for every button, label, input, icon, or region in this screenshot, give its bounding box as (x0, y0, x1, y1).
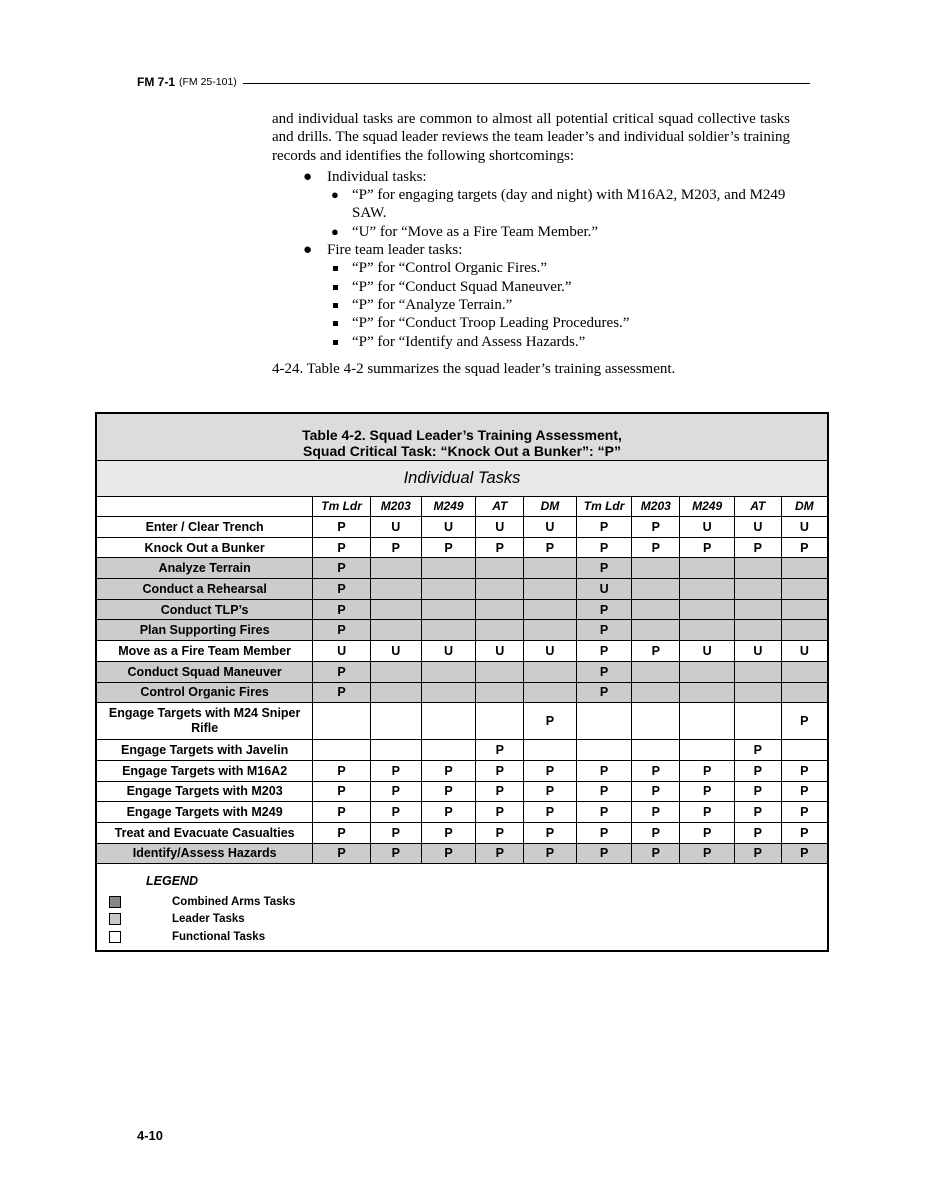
column-header: DM (781, 496, 827, 517)
rating-cell (632, 620, 680, 641)
rating-cell (370, 558, 421, 579)
rating-cell: P (734, 781, 781, 802)
rating-cell: P (313, 802, 371, 823)
rating-cell (781, 740, 827, 761)
rating-cell: P (576, 822, 632, 843)
rating-cell (476, 661, 524, 682)
rating-cell (680, 620, 735, 641)
rating-cell (370, 661, 421, 682)
rating-cell (734, 682, 781, 703)
rating-cell: P (576, 517, 632, 538)
rating-cell: U (313, 641, 371, 662)
list-item-text: “P” for “Analyze Terrain.” (352, 296, 513, 313)
rating-cell: P (313, 517, 371, 538)
list-item (325, 186, 790, 223)
rating-cell (524, 740, 577, 761)
page-number: 4-10 (137, 1128, 164, 1143)
rating-cell (524, 558, 577, 579)
rating-cell (421, 740, 476, 761)
rating-cell: P (576, 620, 632, 641)
manual-number: FM 7-1 (137, 75, 176, 89)
rating-cell (734, 703, 781, 740)
table-row (97, 740, 827, 761)
rating-cell (781, 579, 827, 600)
table-row (97, 641, 827, 662)
rating-cell: U (734, 641, 781, 662)
rating-cell (524, 620, 577, 641)
task-name-cell: Move as a Fire Team Member (97, 641, 313, 662)
rating-cell: P (632, 843, 680, 864)
list-item-text: “P” for “Conduct Squad Maneuver.” (352, 278, 572, 295)
task-name-cell: Engage Targets with M249 (97, 802, 313, 823)
rating-cell: P (632, 517, 680, 538)
table-row (97, 843, 827, 864)
rating-cell: P (370, 843, 421, 864)
rating-cell (632, 740, 680, 761)
table-row (97, 517, 827, 538)
table-row (97, 579, 827, 600)
table-row (97, 661, 827, 682)
column-header: AT (734, 496, 781, 517)
rating-cell: P (476, 760, 524, 781)
rating-cell: P (632, 781, 680, 802)
rating-cell: P (576, 641, 632, 662)
table-row (97, 802, 827, 823)
rating-cell: P (476, 537, 524, 558)
rating-cell: P (632, 537, 680, 558)
rating-cell (680, 579, 735, 600)
rating-cell: P (576, 843, 632, 864)
list-item (325, 278, 790, 296)
rating-cell (421, 682, 476, 703)
list-item (325, 223, 790, 241)
rating-cell: P (313, 661, 371, 682)
legend (109, 874, 295, 946)
table-row (97, 703, 827, 740)
rating-cell (476, 620, 524, 641)
legend-item (109, 911, 295, 929)
rating-cell: P (632, 822, 680, 843)
rating-cell (370, 682, 421, 703)
rating-cell (476, 599, 524, 620)
sub-list (327, 259, 790, 350)
rating-cell (680, 703, 735, 740)
rating-cell: P (313, 558, 371, 579)
rating-cell: P (476, 740, 524, 761)
rating-cell: U (524, 517, 577, 538)
rating-cell (632, 661, 680, 682)
rating-cell: U (576, 579, 632, 600)
rating-cell: P (313, 579, 371, 600)
rating-cell: U (680, 517, 735, 538)
task-name-cell: Analyze Terrain (97, 558, 313, 579)
rating-cell: P (313, 620, 371, 641)
rating-cell (576, 740, 632, 761)
list-item-text: “P” for engaging targets (day and night) with M16A2, M203, and M249 SAW. (352, 187, 786, 222)
group-label: Fire team leader tasks: (327, 242, 463, 259)
rating-cell (421, 599, 476, 620)
rating-cell (421, 703, 476, 740)
rating-cell: P (370, 760, 421, 781)
rating-cell: P (524, 822, 577, 843)
legend-swatch (109, 931, 121, 943)
column-header: M203 (370, 496, 421, 517)
rating-cell: P (524, 760, 577, 781)
rating-cell (370, 579, 421, 600)
rating-cell (476, 579, 524, 600)
rating-cell: P (524, 703, 577, 740)
shortcomings-list (272, 168, 790, 351)
rating-cell: P (781, 843, 827, 864)
rating-cell: P (781, 703, 827, 740)
task-name-cell: Plan Supporting Fires (97, 620, 313, 641)
rating-cell (781, 661, 827, 682)
assessment-table-frame (95, 412, 829, 952)
rating-cell (632, 682, 680, 703)
list-item-text: “P” for “Identify and Assess Hazards.” (352, 333, 586, 350)
rating-cell: P (370, 781, 421, 802)
list-item (325, 296, 790, 314)
column-header: M249 (680, 496, 735, 517)
corner-cell (97, 496, 313, 517)
rating-cell (781, 558, 827, 579)
table-row (97, 558, 827, 579)
legend-item (109, 928, 295, 946)
square-bullet-icon (333, 303, 338, 308)
legend-label: Leader Tasks (172, 913, 245, 926)
group-label: Individual tasks: (327, 168, 427, 185)
rating-cell (313, 703, 371, 740)
table-title-line: Squad Critical Task: “Knock Out a Bunker”: “P” (303, 443, 621, 459)
rating-cell (313, 740, 371, 761)
task-name-cell: Engage Targets with M24 Sniper Rifle (97, 703, 313, 740)
rating-cell (476, 703, 524, 740)
square-bullet-icon (333, 266, 338, 271)
rating-cell: P (313, 760, 371, 781)
list-item (325, 259, 790, 277)
table-row (97, 599, 827, 620)
rating-cell: P (680, 802, 735, 823)
rating-cell: U (476, 641, 524, 662)
rating-cell: P (781, 781, 827, 802)
rating-cell (734, 661, 781, 682)
rating-cell: P (781, 822, 827, 843)
rating-cell (421, 661, 476, 682)
task-name-cell: Engage Targets with M203 (97, 781, 313, 802)
rating-cell: P (476, 822, 524, 843)
rating-cell (680, 599, 735, 620)
rating-cell: P (524, 537, 577, 558)
rating-cell (524, 599, 577, 620)
rating-cell: P (680, 843, 735, 864)
rating-cell: P (370, 802, 421, 823)
rating-cell: P (680, 781, 735, 802)
rating-cell (524, 682, 577, 703)
rating-cell: U (781, 641, 827, 662)
rating-cell: U (421, 517, 476, 538)
column-header: M203 (632, 496, 680, 517)
table-row (97, 781, 827, 802)
rating-cell (476, 558, 524, 579)
rating-cell: P (734, 537, 781, 558)
task-name-cell: Enter / Clear Trench (97, 517, 313, 538)
rating-cell: P (781, 760, 827, 781)
column-header: DM (524, 496, 577, 517)
list-item-text: “U” for “Move as a Fire Team Member.” (352, 223, 599, 240)
rating-cell: P (632, 641, 680, 662)
rating-cell (680, 661, 735, 682)
column-header: Tm Ldr (576, 496, 632, 517)
rating-cell (524, 579, 577, 600)
rating-cell: P (576, 599, 632, 620)
column-header: Tm Ldr (313, 496, 371, 517)
table-row (97, 822, 827, 843)
bullet-icon: ● (331, 187, 339, 203)
rating-cell: P (576, 558, 632, 579)
rating-cell (370, 703, 421, 740)
rating-cell (680, 740, 735, 761)
rating-cell: P (680, 537, 735, 558)
rating-cell: P (313, 682, 371, 703)
running-header (137, 74, 810, 90)
rating-cell: P (421, 843, 476, 864)
legend-item (109, 893, 295, 911)
paragraph-4-24: 4-24. Table 4-2 summarizes the squad leader’s training assessment. (272, 360, 676, 377)
rating-cell: P (370, 822, 421, 843)
rating-cell: P (734, 822, 781, 843)
bullet-icon: ● (303, 168, 313, 185)
rating-cell: U (370, 641, 421, 662)
rating-cell: U (734, 517, 781, 538)
rating-cell (421, 579, 476, 600)
rating-cell: P (476, 843, 524, 864)
rating-cell: P (524, 781, 577, 802)
rating-cell (632, 558, 680, 579)
rating-cell: P (680, 822, 735, 843)
rating-cell: P (524, 843, 577, 864)
rating-cell (370, 620, 421, 641)
legend-label: Functional Tasks (172, 930, 266, 943)
rating-cell: P (734, 802, 781, 823)
task-name-cell: Conduct a Rehearsal (97, 579, 313, 600)
table-row (97, 760, 827, 781)
assessment-table (97, 496, 827, 864)
rating-cell (781, 682, 827, 703)
task-name-cell: Engage Targets with Javelin (97, 740, 313, 761)
rating-cell: P (421, 822, 476, 843)
rating-cell: P (576, 661, 632, 682)
rating-cell: P (632, 760, 680, 781)
rating-cell: U (680, 641, 735, 662)
rating-cell: P (576, 802, 632, 823)
rating-cell (781, 620, 827, 641)
rating-cell: P (421, 760, 476, 781)
legend-swatch (109, 913, 121, 925)
rating-cell: P (313, 781, 371, 802)
legend-swatch (109, 896, 121, 908)
task-name-cell: Identify/Assess Hazards (97, 843, 313, 864)
rating-cell (680, 558, 735, 579)
rating-cell: P (576, 682, 632, 703)
task-name-cell: Treat and Evacuate Casualties (97, 822, 313, 843)
list-item (272, 168, 790, 241)
rating-cell: U (476, 517, 524, 538)
column-header: AT (476, 496, 524, 517)
rating-cell: P (476, 781, 524, 802)
rating-cell: P (680, 760, 735, 781)
task-name-cell: Conduct Squad Maneuver (97, 661, 313, 682)
rating-cell: P (370, 537, 421, 558)
rating-cell (524, 661, 577, 682)
rating-cell: U (524, 641, 577, 662)
rating-cell: P (576, 760, 632, 781)
rating-cell: P (576, 781, 632, 802)
rating-cell (734, 599, 781, 620)
table-row (97, 537, 827, 558)
sub-list (327, 186, 790, 241)
list-item (272, 241, 790, 351)
rating-cell: P (524, 802, 577, 823)
rating-cell: P (781, 802, 827, 823)
task-name-cell: Knock Out a Bunker (97, 537, 313, 558)
table-row (97, 682, 827, 703)
rating-cell: P (476, 802, 524, 823)
rating-cell: U (421, 641, 476, 662)
table-subtitle: Individual Tasks (97, 461, 827, 497)
legend-label: Combined Arms Tasks (172, 895, 296, 908)
square-bullet-icon (333, 321, 338, 326)
rating-cell: U (781, 517, 827, 538)
bullet-icon: ● (303, 242, 313, 259)
rating-cell (734, 558, 781, 579)
list-item (325, 333, 790, 351)
column-header-row (97, 496, 827, 517)
list-item-text: “P” for “Conduct Troop Leading Procedures.” (352, 315, 630, 332)
superseded-manual: (FM 25-101) (179, 76, 237, 88)
rating-cell: P (632, 802, 680, 823)
square-bullet-icon (333, 285, 338, 290)
table-row (97, 620, 827, 641)
rating-cell (734, 620, 781, 641)
table-title (97, 414, 827, 461)
rating-cell: P (421, 537, 476, 558)
rating-cell: P (421, 802, 476, 823)
rating-cell: P (781, 537, 827, 558)
task-name-cell: Engage Targets with M16A2 (97, 760, 313, 781)
rating-cell (632, 599, 680, 620)
rating-cell: P (313, 599, 371, 620)
rating-cell (781, 599, 827, 620)
rating-cell: P (734, 740, 781, 761)
column-header: M249 (421, 496, 476, 517)
rating-cell (421, 620, 476, 641)
task-name-cell: Control Organic Fires (97, 682, 313, 703)
rating-cell: U (370, 517, 421, 538)
rating-cell (734, 579, 781, 600)
rating-cell (421, 558, 476, 579)
list-item (325, 314, 790, 332)
rating-cell: P (576, 537, 632, 558)
rating-cell (576, 703, 632, 740)
legend-title: LEGEND (146, 874, 199, 888)
body-text (272, 110, 790, 378)
rating-cell (370, 740, 421, 761)
rating-cell: P (734, 760, 781, 781)
rating-cell: P (734, 843, 781, 864)
rating-cell: P (313, 843, 371, 864)
list-item-text: “P” for “Control Organic Fires.” (352, 260, 548, 277)
rating-cell (476, 682, 524, 703)
table-title-line: Table 4-2. Squad Leader’s Training Assessment, (302, 427, 622, 443)
rating-cell (370, 599, 421, 620)
header-rule (243, 83, 810, 84)
rating-cell (632, 703, 680, 740)
square-bullet-icon (333, 340, 338, 345)
task-name-cell: Conduct TLP’s (97, 599, 313, 620)
rating-cell: P (313, 537, 371, 558)
bullet-icon: ● (331, 223, 339, 239)
rating-cell (680, 682, 735, 703)
intro-paragraph: and individual tasks are common to almost all potential critical squad collective tasks and drills. The squad leader reviews the team leader’s and individual soldier’s training records and identifies the following shortcomings: (272, 111, 790, 164)
rating-cell (632, 579, 680, 600)
rating-cell: P (421, 781, 476, 802)
rating-cell: P (313, 822, 371, 843)
